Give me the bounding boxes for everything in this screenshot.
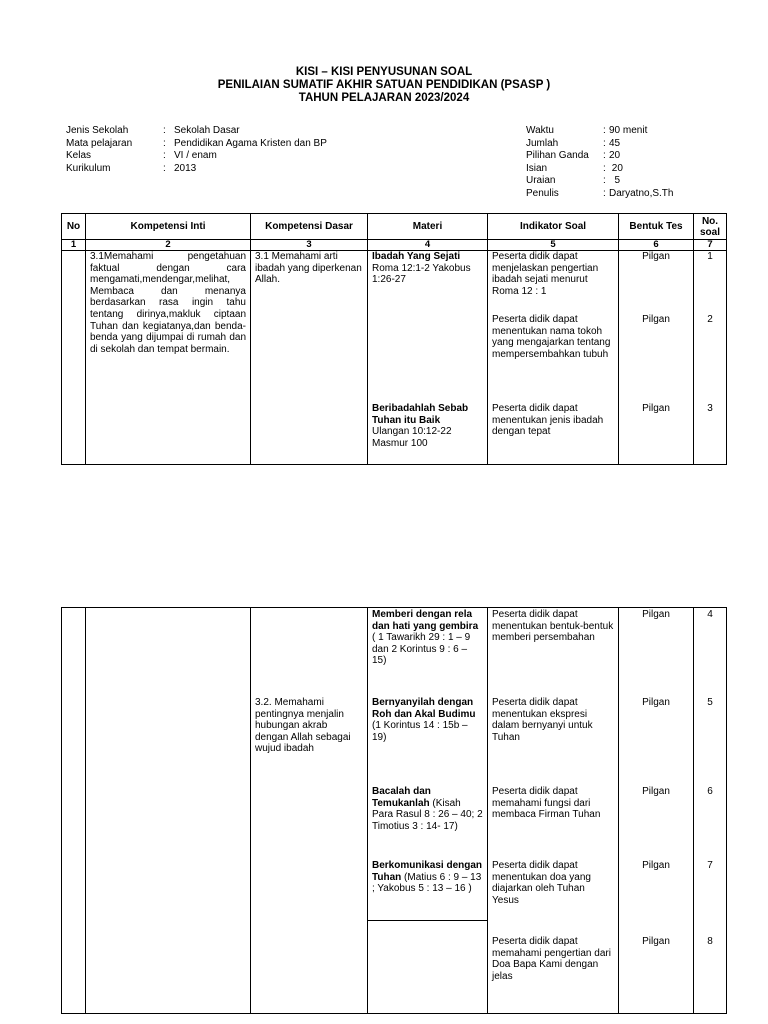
title-line-2: PENILAIAN SUMATIF AKHIR SATUAN PENDIDIKAN (PSASP ): [217, 79, 551, 91]
materi-title: Berkomunikasi dengan Tuhan: [372, 860, 483, 883]
kisi-table-page-1: [61, 213, 727, 465]
materi-reference: (Matius 6 : 9 – 13 ; Yakobus 5 : 13 – 16 ): [372, 871, 482, 895]
indikator-text: Peserta didik dapat menentukan nama tokoh yang mengajarkan tentang mempersembahkan tubuh: [492, 314, 611, 360]
header-indikator-soal: Indikator Soal: [488, 214, 619, 240]
bentuk-tes-text: Pilgan: [642, 860, 670, 871]
kompetensi-inti-cell: [86, 251, 251, 465]
info-label: Waktu: [526, 125, 554, 136]
kompetensi-dasar-cell: [251, 251, 368, 465]
info-row-penulis: Penulis : Daryatno,S.Th: [526, 187, 674, 199]
materi-cell: [368, 608, 488, 1014]
materi-cell: [368, 251, 488, 465]
materi-title: Ibadah Yang Sejati: [372, 251, 461, 262]
info-row-kurikulum: Kurikulum : 2013: [66, 162, 197, 174]
kompetensi-dasar-text: 3.2. Memahami pentingnya menjalin hubungan akrab dengan Allah sebagai wujud ibadah: [255, 697, 351, 755]
materi-item: [372, 697, 483, 743]
kompetensi-inti-cell: [86, 608, 251, 1014]
info-row-uraian: Uraian : 5: [526, 175, 621, 187]
info-row-kelas: Kelas : VI / enam: [66, 150, 217, 162]
info-label: Uraian: [526, 175, 556, 187]
no-cell: [62, 251, 86, 465]
bentuk-tes-text: Pilgan: [642, 609, 670, 620]
bentuk-tes-text: Pilgan: [642, 697, 670, 708]
info-value: 2013: [174, 162, 197, 174]
no-soal-text: 7: [707, 860, 713, 871]
kompetensi-dasar-cell: [251, 608, 368, 1014]
exam-info: [526, 125, 673, 201]
kisi-table-page-2: [61, 607, 727, 1014]
header-kompetensi-dasar: Kompetensi Dasar: [251, 214, 368, 240]
table-row: [62, 608, 727, 1014]
no-soal-text: 2: [707, 314, 713, 325]
bentuk-tes-cell: [619, 608, 694, 1014]
header-materi: Materi: [368, 214, 488, 240]
no-soal-text: 4: [707, 609, 713, 620]
school-info: [66, 125, 327, 175]
info-row-mata-pelajaran: Mata pelajaran : Pendidikan Agama Kristen dan BP: [66, 137, 327, 149]
materi-item: [372, 251, 483, 286]
info-value: Daryatno,S.Th: [609, 187, 674, 199]
indikator-text: Peserta didik dapat menjelaskan pengertian ibadah sejati menurut Roma 12 : 1: [492, 251, 599, 297]
materi-title: Bacalah dan Temukanlah: [372, 786, 431, 809]
materi-divider: [367, 920, 488, 921]
bentuk-tes-text: Pilgan: [642, 403, 670, 414]
info-value: Sekolah Dasar: [174, 125, 240, 136]
bentuk-tes-text: Pilgan: [642, 936, 670, 947]
table-header-row: [62, 214, 727, 240]
materi-reference: ( 1 Tawarikh 29 : 1 – 9 dan 2 Korintus 9 : 6 – 15): [372, 632, 471, 667]
materi-item: [372, 860, 483, 895]
no-soal-text: 5: [707, 697, 713, 708]
bentuk-tes-text: Pilgan: [642, 251, 670, 262]
kompetensi-inti-text: 3.1Memahami pengetahuan faktual dengan cara mengamati,mendengar,melihat, Membaca dan menanya berdasarkan rasa ingin tahu tentang dirinya,makluk ciptaan Tuhan dan kegiatanya,dan benda-benda yang dijumpai di rumah dan di sekolah dan tempat bermain.: [90, 251, 246, 355]
column-number: 6: [619, 240, 694, 251]
materi-reference: (Kisah Para Rasul 8 : 26 – 40; 2 Timotius 3 : 14- 17): [372, 797, 483, 832]
header-no-soal: No. soal: [694, 214, 727, 240]
info-row-jenis-sekolah: Jenis Sekolah : Sekolah Dasar: [66, 125, 240, 136]
info-value: Pendidikan Agama Kristen dan BP: [174, 137, 327, 149]
indikator-text: Peserta didik dapat memahami pengertian dari Doa Bapa Kami dengan jelas: [492, 936, 611, 982]
table-number-row: [62, 240, 727, 251]
kompetensi-dasar-text: 3.1 Memahami arti ibadah yang diperkenan Allah.: [255, 251, 362, 286]
title-line-1: KISI – KISI PENYUSUNAN SOAL: [295, 66, 473, 78]
bentuk-tes-text: Pilgan: [642, 314, 670, 325]
no-soal-text: 8: [707, 936, 713, 947]
indikator-text: Peserta didik dapat menentukan jenis ibadah dengan tepat: [492, 403, 604, 438]
materi-item: [372, 609, 483, 667]
info-label: Isian: [526, 162, 548, 174]
materi-title: Beribadahlah Sebab Tuhan itu Baik: [372, 403, 469, 426]
no-soal-cell: [694, 251, 727, 465]
indikator-text: Peserta didik dapat menentukan doa yang diajarkan oleh Tuhan Yesus: [492, 860, 591, 906]
info-row-isian: Isian : 20: [526, 162, 623, 174]
info-label: Pilihan Ganda: [526, 150, 589, 162]
no-soal-text: 3: [707, 403, 713, 414]
title-line-3: TAHUN PELAJARAN 2023/2024: [298, 92, 470, 104]
column-number: 3: [251, 240, 368, 251]
materi-item: [372, 786, 483, 832]
materi-title: Memberi dengan rela dan hati yang gembira: [372, 609, 479, 632]
indikator-cell: [488, 251, 619, 465]
info-label: Kelas: [66, 150, 92, 162]
materi-reference: (1 Korintus 14 : 15b – 19): [372, 720, 468, 743]
no-soal-text: 1: [707, 251, 713, 262]
bentuk-tes-text: Pilgan: [642, 786, 670, 797]
no-cell: [62, 608, 86, 1014]
info-label: Penulis: [526, 187, 559, 199]
column-number: 5: [488, 240, 619, 251]
info-row-pilihan-ganda: Pilihan Ganda : 20: [526, 150, 621, 162]
info-value: 45: [609, 137, 621, 149]
info-value: VI / enam: [174, 150, 217, 162]
materi-title: Bernyanyilah dengan Roh dan Akal Budimu: [372, 697, 476, 720]
info-label: Kurikulum: [66, 162, 111, 174]
materi-reference: Roma 12:1-2 Yakobus 1:26-27: [372, 262, 471, 286]
column-number: 1: [62, 240, 86, 251]
info-row-jumlah: Jumlah : 45: [526, 137, 621, 149]
document-title: [0, 66, 768, 105]
info-value: 5: [609, 175, 621, 187]
info-value: 20: [609, 150, 621, 162]
materi-reference: Ulangan 10:12-22 Masmur 100: [372, 426, 452, 449]
column-number: 4: [368, 240, 488, 251]
no-soal-text: 6: [707, 786, 713, 797]
column-number: 2: [86, 240, 251, 251]
column-number: 7: [694, 240, 727, 251]
info-value: 90 menit: [609, 125, 648, 136]
header-no: No: [62, 214, 86, 240]
indikator-text: Peserta didik dapat memahami fungsi dari membaca Firman Tuhan: [492, 786, 601, 821]
table-row: [62, 251, 727, 465]
indikator-cell: [488, 608, 619, 1014]
info-label: Jumlah: [526, 137, 559, 149]
info-label: Jenis Sekolah: [66, 125, 129, 136]
no-soal-cell: [694, 608, 727, 1014]
info-value: 20: [609, 162, 623, 174]
bentuk-tes-cell: [619, 251, 694, 465]
indikator-text: Peserta didik dapat menentukan ekspresi dalam bernyanyi untuk Tuhan: [492, 697, 593, 743]
materi-item: [372, 403, 483, 449]
header-kompetensi-inti: Kompetensi Inti: [86, 214, 251, 240]
info-label: Mata pelajaran: [66, 137, 133, 149]
header-bentuk-tes: Bentuk Tes: [619, 214, 694, 240]
indikator-text: Peserta didik dapat menentukan bentuk-bentuk memberi persembahan: [492, 609, 614, 644]
info-row-waktu: Waktu : 90 menit: [526, 125, 648, 136]
